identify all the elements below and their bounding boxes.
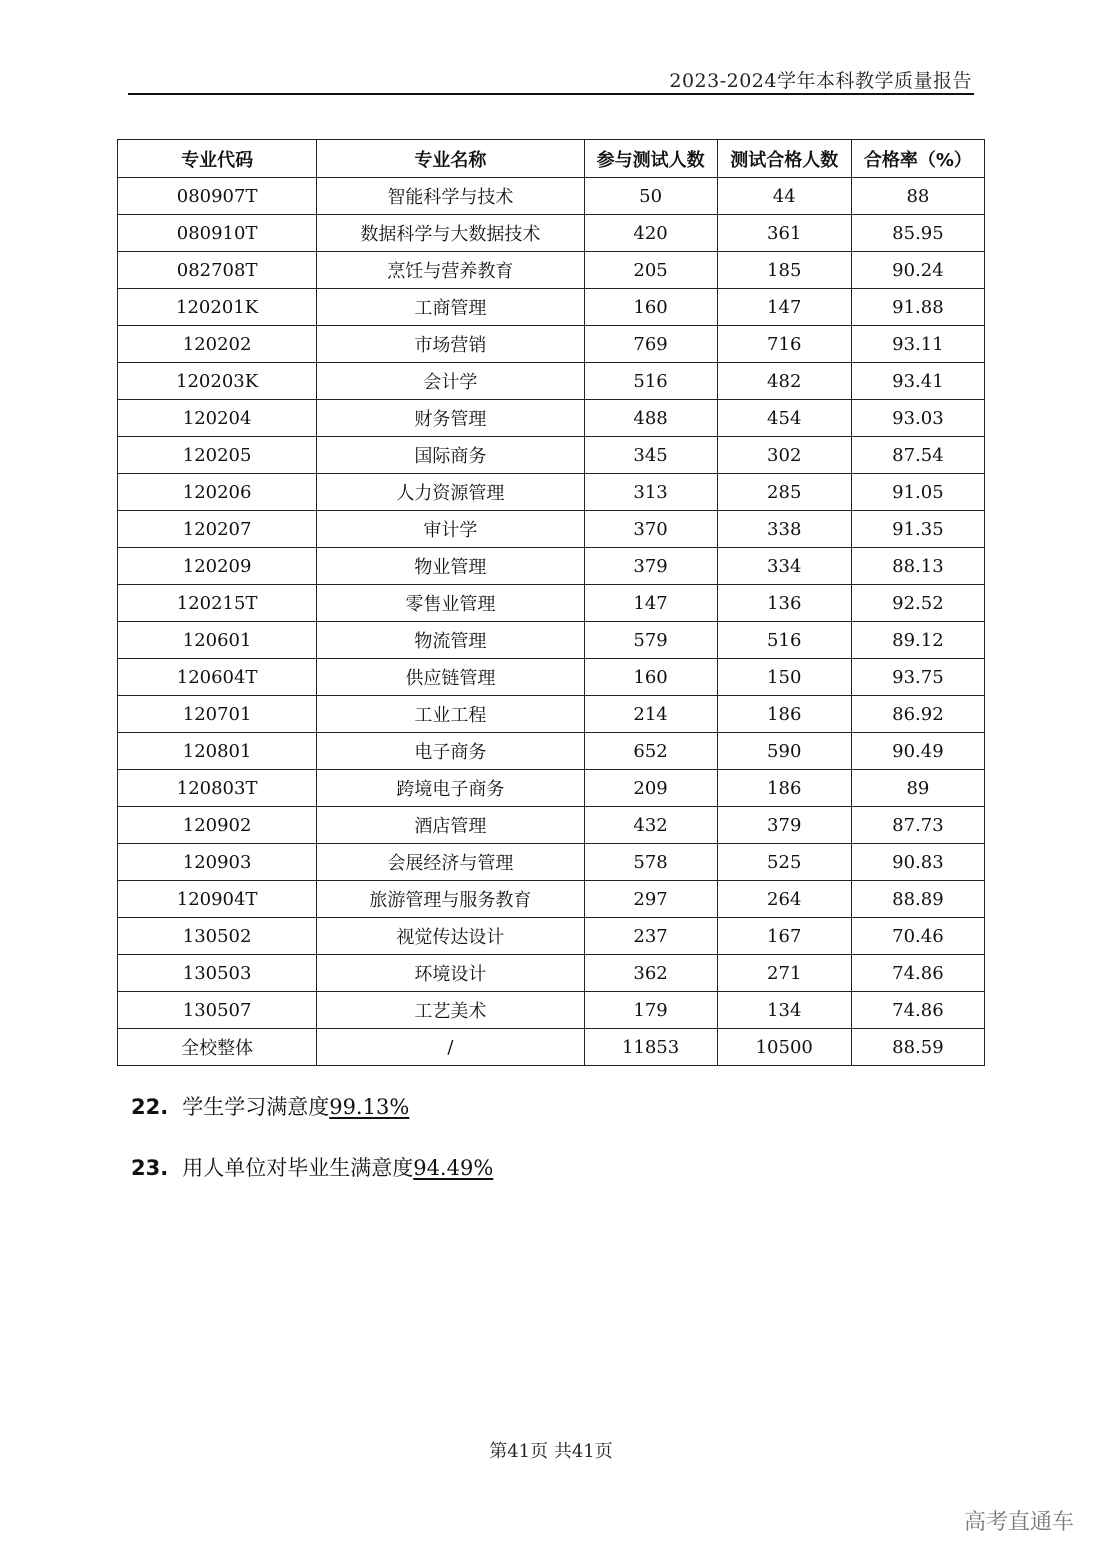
cell-rate: 90.24 <box>851 252 984 289</box>
cell-tested: 420 <box>584 215 717 252</box>
column-header-name: 专业名称 <box>317 140 584 178</box>
cell-code: 120904T <box>118 881 317 918</box>
table-row <box>118 289 985 326</box>
cell-passed: 186 <box>717 770 851 807</box>
cell-code: 120604T <box>118 659 317 696</box>
cell-tested: 769 <box>584 326 717 363</box>
cell-tested: 147 <box>584 585 717 622</box>
cell-passed: 525 <box>717 844 851 881</box>
cell-name: 视觉传达设计 <box>317 918 584 955</box>
cell-rate: 88.59 <box>851 1029 984 1066</box>
column-header-code: 专业代码 <box>118 140 317 178</box>
item-value: 99.13% <box>329 1095 410 1119</box>
cell-name: 市场营销 <box>317 326 584 363</box>
cell-name: 会计学 <box>317 363 584 400</box>
cell-tested: 345 <box>584 437 717 474</box>
cell-rate: 93.75 <box>851 659 984 696</box>
cell-code: 130502 <box>118 918 317 955</box>
table-row <box>118 548 985 585</box>
item-label: 用人单位对毕业生满意度 <box>182 1156 414 1180</box>
cell-passed: 271 <box>717 955 851 992</box>
column-header-passed: 测试合格人数 <box>717 140 851 178</box>
table-row <box>118 511 985 548</box>
cell-rate: 93.11 <box>851 326 984 363</box>
cell-rate: 90.49 <box>851 733 984 770</box>
cell-passed: 454 <box>717 400 851 437</box>
table-row <box>118 178 985 215</box>
cell-name: 审计学 <box>317 511 584 548</box>
cell-tested: 432 <box>584 807 717 844</box>
cell-code: 080907T <box>118 178 317 215</box>
cell-code: 130503 <box>118 955 317 992</box>
table-row <box>118 1029 985 1066</box>
cell-passed: 716 <box>717 326 851 363</box>
cell-name: 工商管理 <box>317 289 584 326</box>
cell-tested: 488 <box>584 400 717 437</box>
cell-passed: 264 <box>717 881 851 918</box>
table-row <box>118 955 985 992</box>
cell-passed: 590 <box>717 733 851 770</box>
cell-passed: 285 <box>717 474 851 511</box>
cell-code: 120803T <box>118 770 317 807</box>
cell-tested: 578 <box>584 844 717 881</box>
cell-rate: 93.41 <box>851 363 984 400</box>
cell-passed: 134 <box>717 992 851 1029</box>
column-header-rate: 合格率（%） <box>851 140 984 178</box>
cell-tested: 579 <box>584 622 717 659</box>
table-row <box>118 770 985 807</box>
column-header-tested: 参与测试人数 <box>584 140 717 178</box>
cell-rate: 87.54 <box>851 437 984 474</box>
cell-tested: 516 <box>584 363 717 400</box>
satisfaction-item-employer <box>131 1152 493 1182</box>
cell-passed: 147 <box>717 289 851 326</box>
cell-name: 供应链管理 <box>317 659 584 696</box>
cell-name: 会展经济与管理 <box>317 844 584 881</box>
cell-tested: 160 <box>584 659 717 696</box>
cell-rate: 88.13 <box>851 548 984 585</box>
cell-name: 数据科学与大数据技术 <box>317 215 584 252</box>
cell-rate: 86.92 <box>851 696 984 733</box>
table-row <box>118 326 985 363</box>
cell-name: 物业管理 <box>317 548 584 585</box>
table-row <box>118 400 985 437</box>
cell-rate: 91.05 <box>851 474 984 511</box>
table-row <box>118 659 985 696</box>
table-row <box>118 437 985 474</box>
cell-name: 国际商务 <box>317 437 584 474</box>
cell-code: 120205 <box>118 437 317 474</box>
cell-passed: 302 <box>717 437 851 474</box>
item-number: 22. <box>131 1095 169 1119</box>
cell-rate: 89 <box>851 770 984 807</box>
cell-passed: 186 <box>717 696 851 733</box>
item-number: 23. <box>131 1156 169 1180</box>
cell-name: 零售业管理 <box>317 585 584 622</box>
cell-code: 120903 <box>118 844 317 881</box>
table-row <box>118 363 985 400</box>
watermark-logo-text: 高考直通车 <box>963 1510 1074 1535</box>
cell-passed: 150 <box>717 659 851 696</box>
cell-code: 120201K <box>118 289 317 326</box>
table-row <box>118 696 985 733</box>
cell-code: 120204 <box>118 400 317 437</box>
table-header-row <box>118 140 985 178</box>
cell-passed: 338 <box>717 511 851 548</box>
cell-passed: 379 <box>717 807 851 844</box>
item-value: 94.49% <box>413 1156 494 1180</box>
table-row <box>118 807 985 844</box>
cell-rate: 93.03 <box>851 400 984 437</box>
cell-tested: 209 <box>584 770 717 807</box>
cell-rate: 89.12 <box>851 622 984 659</box>
cell-name: 电子商务 <box>317 733 584 770</box>
cell-tested: 179 <box>584 992 717 1029</box>
cell-code: 120209 <box>118 548 317 585</box>
header-divider <box>128 93 974 95</box>
cell-code: 120601 <box>118 622 317 659</box>
cell-rate: 88 <box>851 178 984 215</box>
cell-tested: 652 <box>584 733 717 770</box>
cell-name: 跨境电子商务 <box>317 770 584 807</box>
cell-passed: 482 <box>717 363 851 400</box>
cell-code: 120206 <box>118 474 317 511</box>
cell-rate: 70.46 <box>851 918 984 955</box>
item-label: 学生学习满意度 <box>182 1095 330 1119</box>
cell-name: 工业工程 <box>317 696 584 733</box>
cell-passed: 10500 <box>717 1029 851 1066</box>
cell-code: 120203K <box>118 363 317 400</box>
table-row <box>118 474 985 511</box>
cell-name: 环境设计 <box>317 955 584 992</box>
cell-rate: 87.73 <box>851 807 984 844</box>
cell-tested: 362 <box>584 955 717 992</box>
cell-passed: 167 <box>717 918 851 955</box>
cell-code: 120801 <box>118 733 317 770</box>
cell-passed: 334 <box>717 548 851 585</box>
cell-passed: 44 <box>717 178 851 215</box>
cell-rate: 91.35 <box>851 511 984 548</box>
table-row <box>118 844 985 881</box>
table-body <box>118 178 985 1066</box>
cell-name: / <box>317 1029 584 1066</box>
cell-tested: 237 <box>584 918 717 955</box>
table-row <box>118 622 985 659</box>
cell-rate: 92.52 <box>851 585 984 622</box>
cell-name: 智能科学与技术 <box>317 178 584 215</box>
cell-name: 物流管理 <box>317 622 584 659</box>
cell-rate: 90.83 <box>851 844 984 881</box>
cell-name: 工艺美术 <box>317 992 584 1029</box>
cell-name: 酒店管理 <box>317 807 584 844</box>
report-title: 2023-2024学年本科教学质量报告 <box>669 70 972 92</box>
cell-passed: 361 <box>717 215 851 252</box>
satisfaction-item-student <box>131 1091 409 1121</box>
cell-code: 080910T <box>118 215 317 252</box>
table-row <box>118 252 985 289</box>
cell-tested: 297 <box>584 881 717 918</box>
cell-tested: 370 <box>584 511 717 548</box>
cell-tested: 11853 <box>584 1029 717 1066</box>
cell-tested: 379 <box>584 548 717 585</box>
cell-code: 120207 <box>118 511 317 548</box>
cell-name: 人力资源管理 <box>317 474 584 511</box>
table-row <box>118 733 985 770</box>
cell-code: 全校整体 <box>118 1029 317 1066</box>
cell-code: 082708T <box>118 252 317 289</box>
cell-code: 120202 <box>118 326 317 363</box>
cell-passed: 516 <box>717 622 851 659</box>
cell-name: 财务管理 <box>317 400 584 437</box>
table-row <box>118 215 985 252</box>
page-number: 第41页 共41页 <box>489 1441 613 1462</box>
cell-code: 130507 <box>118 992 317 1029</box>
cell-code: 120215T <box>118 585 317 622</box>
cell-name: 烹饪与营养教育 <box>317 252 584 289</box>
table-row <box>118 585 985 622</box>
cell-tested: 160 <box>584 289 717 326</box>
cell-passed: 136 <box>717 585 851 622</box>
cell-tested: 205 <box>584 252 717 289</box>
cell-rate: 74.86 <box>851 955 984 992</box>
cell-passed: 185 <box>717 252 851 289</box>
cell-code: 120902 <box>118 807 317 844</box>
cell-tested: 50 <box>584 178 717 215</box>
table-row <box>118 918 985 955</box>
cell-tested: 313 <box>584 474 717 511</box>
major-test-table <box>117 139 985 1066</box>
cell-rate: 91.88 <box>851 289 984 326</box>
table-row <box>118 992 985 1029</box>
cell-rate: 74.86 <box>851 992 984 1029</box>
cell-rate: 85.95 <box>851 215 984 252</box>
cell-name: 旅游管理与服务教育 <box>317 881 584 918</box>
cell-code: 120701 <box>118 696 317 733</box>
table-row <box>118 881 985 918</box>
cell-tested: 214 <box>584 696 717 733</box>
cell-rate: 88.89 <box>851 881 984 918</box>
